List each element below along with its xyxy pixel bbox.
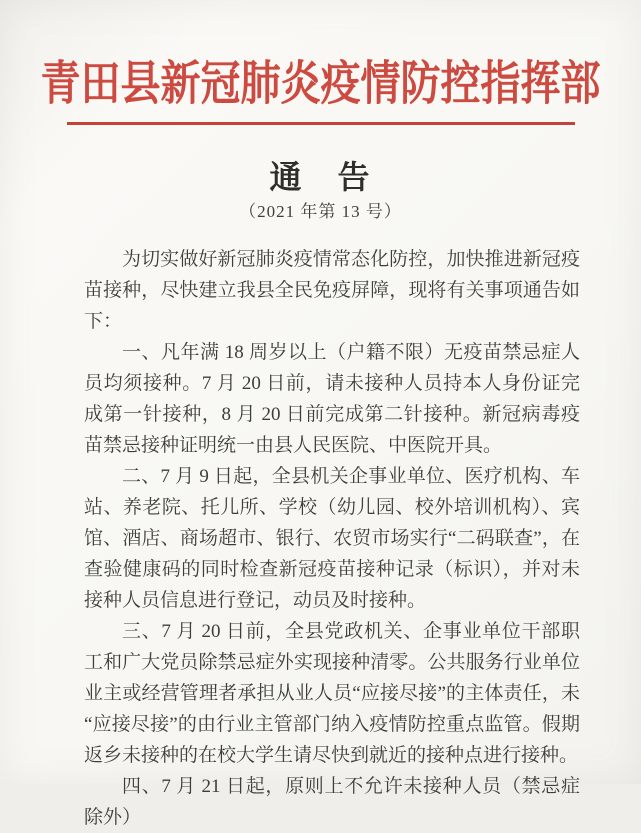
- document-number: （2021 年第 13 号）: [239, 202, 402, 221]
- item-1-paragraph: 一、凡年满 18 周岁以上（户籍不限）无疫苗禁忌症人员均须接种。7 月 20 日前，请未接种人员持本人身份证完成第一针接种，8 月 20 日前完成第二针接种。新冠病毒疫苗禁忌接种证明统一由县人民医院、中医院开具。: [84, 342, 580, 456]
- item-2-paragraph: 二、7 月 9 日起，全县机关企事业单位、医疗机构、车站、养老院、托儿所、学校（幼儿园、校外培训机构）、宾馆、酒店、商场超市、银行、农贸市场实行“二码联查”，在查验健康码的同时检查新冠疫苗接种记录（标识），并对未接种人员信息进行登记，动员及时接种。: [84, 466, 580, 611]
- issuing-authority-title: 青田县新冠肺炎疫情防控指挥部: [40, 56, 601, 111]
- notice-body: [0, 244, 641, 833]
- intro-paragraph: 为切实做好新冠肺炎疫情常态化防控，加快推进新冠疫苗接种，尽快建立我县全民免疫屏障，现将有关事项通告如下：: [84, 249, 580, 332]
- item-3-paragraph: 三、7 月 20 日前，全县党政机关、企事业单位干部职工和广大党员除禁忌症外实现接种清零。公共服务行业单位业主或经营管理者承担从业人员“应接尽接”的主体责任，未“应接尽接”的由行业主管部门纳入疫情防控重点监管。假期返乡未接种的在校大学生请尽快到就近的接种点进行接种。: [84, 621, 580, 766]
- notice-title: 通 告: [269, 159, 372, 195]
- item-4-paragraph: 四、7 月 21 日起，原则上不允许未接种人员（禁忌症除外）: [84, 776, 580, 828]
- document-header: [0, 56, 641, 125]
- header-divider-line: [67, 122, 575, 125]
